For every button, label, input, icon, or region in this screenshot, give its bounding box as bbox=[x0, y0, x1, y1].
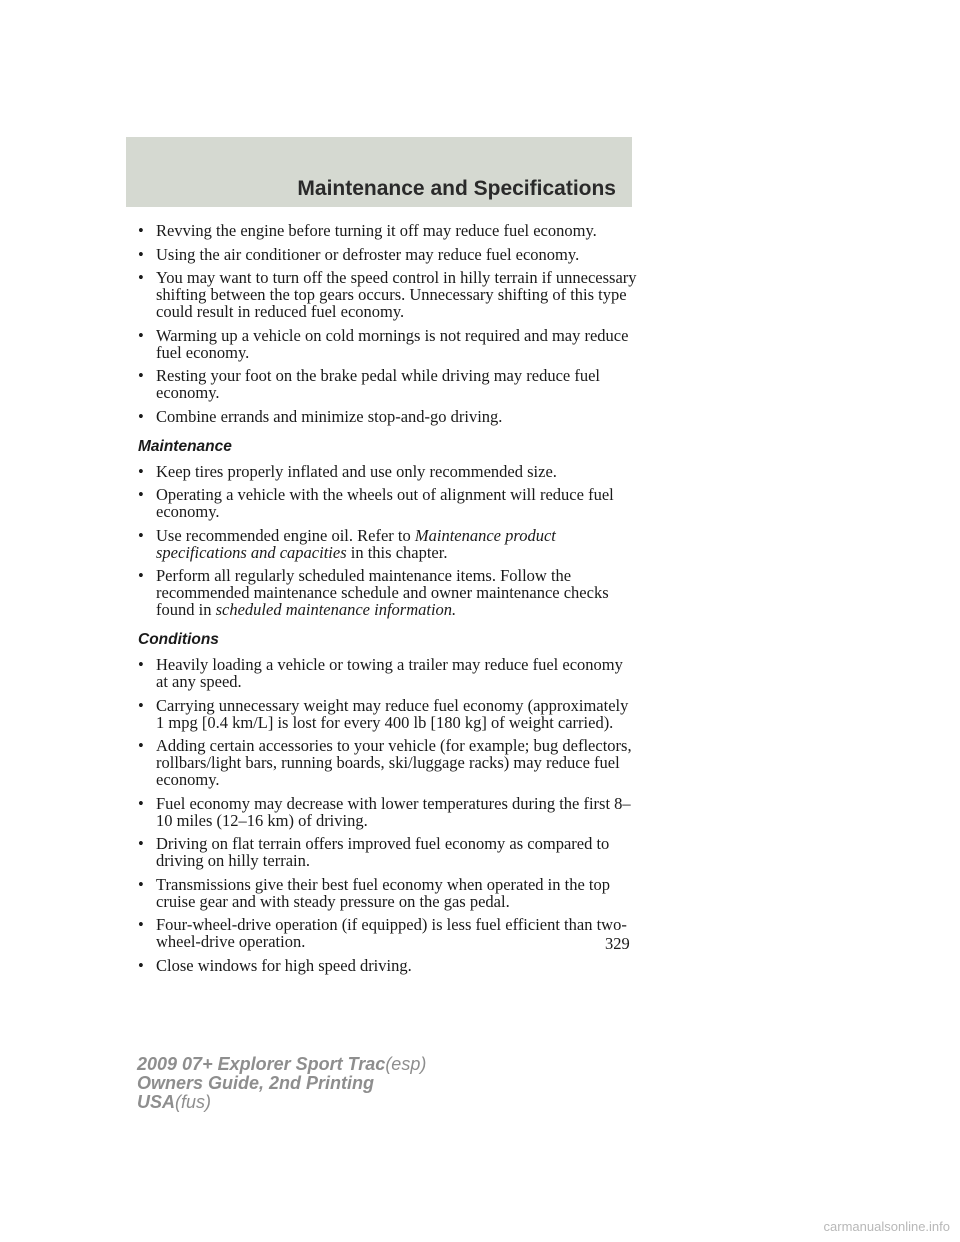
footer-market-code: (fus) bbox=[175, 1092, 212, 1112]
list-item bbox=[138, 697, 638, 731]
list-item bbox=[138, 795, 638, 829]
conditions-heading: Conditions bbox=[138, 631, 219, 648]
list-item bbox=[138, 567, 638, 618]
list-item-text: Operating a vehicle with the wheels out of alignment will reduce fuel economy. bbox=[156, 485, 614, 521]
list-item bbox=[138, 486, 638, 520]
list-item-text: Heavily loading a vehicle or towing a trailer may reduce fuel economy at any speed. bbox=[156, 655, 623, 691]
bullet-icon: • bbox=[138, 566, 144, 585]
list-item-text: Warming up a vehicle on cold mornings is not required and may reduce fuel economy. bbox=[156, 325, 629, 362]
footer-model: 2009 07+ Explorer Sport Trac bbox=[137, 1054, 386, 1074]
list-item-text: Fuel economy may decrease with lower temperatures during the first 8–10 miles (12–16 km) of driving. bbox=[156, 793, 631, 830]
page-number: 329 bbox=[605, 934, 630, 953]
bullet-icon: • bbox=[138, 525, 144, 545]
list-item-text: Perform all regularly scheduled maintenance items. Follow the recommended maintenance schedule and owner maintenance checks found in bbox=[156, 566, 609, 619]
list-item bbox=[138, 656, 638, 690]
footer-line-3 bbox=[137, 1093, 426, 1112]
list-item-text: Transmissions give their best fuel economy when operated in the top cruise gear and with steady pressure on the gas pedal. bbox=[156, 874, 610, 911]
list-item-text: in this chapter. bbox=[346, 542, 448, 562]
bullet-icon: • bbox=[138, 461, 144, 481]
list-item bbox=[138, 222, 638, 239]
page-content bbox=[138, 222, 638, 980]
list-item bbox=[138, 408, 638, 425]
list-item bbox=[138, 835, 638, 869]
bullet-icon: • bbox=[138, 793, 144, 813]
bullet-icon: • bbox=[138, 655, 144, 674]
list-item bbox=[138, 246, 638, 263]
list-item-text: Carrying unnecessary weight may reduce fuel economy (approximately 1 mpg [0.4 km/L] is lost for every 400 lb [180 kg] of weight carried). bbox=[156, 695, 629, 732]
list-item-text: Driving on flat terrain offers improved fuel economy as compared to driving on hilly terrain. bbox=[156, 834, 610, 870]
list-item-text: Combine errands and minimize stop-and-go driving. bbox=[156, 406, 503, 426]
watermark: carmanualsonline.info bbox=[823, 1219, 950, 1234]
footer-line-1 bbox=[137, 1055, 426, 1074]
list-item-text: Four-wheel-drive operation (if equipped) is less fuel efficient than two-wheel-drive operation. bbox=[156, 915, 627, 951]
bullet-icon: • bbox=[138, 221, 144, 240]
footer bbox=[137, 1055, 426, 1112]
bullet-icon: • bbox=[138, 736, 144, 755]
list-item-text: Revving the engine before turning it off may reduce fuel economy. bbox=[156, 221, 597, 240]
bullet-icon: • bbox=[138, 325, 144, 345]
cross-reference: scheduled maintenance information. bbox=[215, 600, 457, 619]
header-band bbox=[126, 137, 632, 207]
list-item bbox=[138, 269, 638, 320]
list-item-text: Keep tires properly inflated and use only recommended size. bbox=[156, 461, 557, 481]
footer-line-2: Owners Guide, 2nd Printing bbox=[137, 1073, 375, 1093]
list-item-text: You may want to turn off the speed control in hilly terrain if unnecessary shifting between the top gears occurs. Unnecessary shifting of this type could result in reduced fuel economy. bbox=[156, 268, 637, 321]
bullet-icon: • bbox=[138, 244, 144, 264]
footer-market: USA bbox=[137, 1092, 176, 1112]
list-item bbox=[138, 957, 638, 974]
bullet-icon: • bbox=[138, 915, 144, 934]
list-item-text: Adding certain accessories to your vehicle (for example; bug deflectors, rollbars/light bars, running boards, ski/luggage racks) may reduce fuel economy. bbox=[156, 736, 632, 789]
list-item bbox=[138, 463, 638, 480]
list-item bbox=[138, 367, 638, 401]
maintenance-heading: Maintenance bbox=[138, 437, 232, 455]
list-item-text: Use recommended engine oil. Refer to bbox=[156, 525, 415, 545]
footer-model-code: (esp) bbox=[385, 1054, 427, 1074]
bullet-icon: • bbox=[138, 406, 144, 426]
list-item-text: Close windows for high speed driving. bbox=[156, 955, 412, 975]
list-item bbox=[138, 876, 638, 910]
list-item bbox=[138, 327, 638, 361]
bullet-icon: • bbox=[138, 955, 144, 975]
list-item-text: Using the air conditioner or defroster may reduce fuel economy. bbox=[156, 244, 580, 264]
bullet-icon: • bbox=[138, 485, 144, 504]
list-item bbox=[138, 527, 638, 561]
cross-reference: Maintenance product specifications and capacities bbox=[156, 525, 556, 562]
list-item bbox=[138, 916, 638, 950]
page-title: Maintenance and Specifications bbox=[297, 177, 616, 200]
bullet-icon: • bbox=[138, 834, 144, 853]
bullet-icon: • bbox=[138, 268, 144, 287]
list-item bbox=[138, 737, 638, 788]
bullet-icon: • bbox=[138, 695, 144, 715]
bullet-icon: • bbox=[138, 366, 144, 385]
bullet-icon: • bbox=[138, 874, 144, 894]
list-item-text: Resting your foot on the brake pedal while driving may reduce fuel economy. bbox=[156, 366, 600, 402]
